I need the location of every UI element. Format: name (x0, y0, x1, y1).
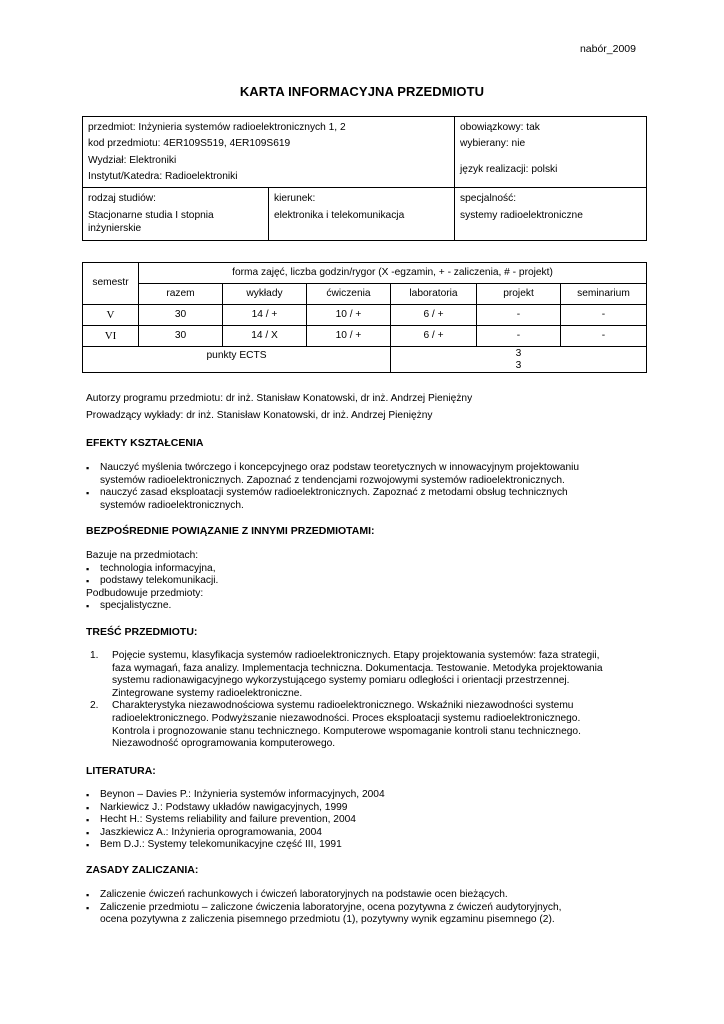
table-cell: 10 / + (307, 305, 391, 326)
list-item: ▪ podstawy telekomunikacji. (86, 575, 486, 588)
ects-value: 3 (515, 359, 522, 371)
table-cell: 10 / + (307, 326, 391, 347)
tresc-heading: TREŚĆ PRZEDMIOTU: (86, 626, 198, 638)
course-flags-cell (455, 117, 647, 188)
page-title: KARTA INFORMACYJNA PRZEDMIOTU (239, 84, 485, 99)
kierunek-label: kierunek: (274, 193, 316, 205)
specjalnosc-label: specjalność: (460, 193, 517, 205)
kod-text: kod przedmiotu: 4ER109S519, 4ER109S619 (88, 138, 291, 150)
semestr-header: semestr (83, 263, 139, 305)
ects-values-cell (391, 347, 647, 373)
bazuje-list (86, 563, 486, 588)
zasady-list (86, 889, 646, 927)
tresc-line: Zintegrowane systemy radioelektroniczne. (112, 687, 303, 699)
specjalnosc-value: systemy radioelektroniczne (460, 210, 583, 222)
wydzial-text: Wydział: Elektroniki (88, 154, 177, 166)
table-cell: - (561, 326, 647, 347)
list-item (86, 700, 638, 750)
item-number: 1. (90, 650, 99, 661)
column-header: laboratoria (391, 284, 477, 305)
table-cell: - (477, 326, 561, 347)
powiazanie-heading: BEZPOŚREDNIE POWIĄZANIE Z INNYMI PRZEDMIOTAMI: (86, 525, 375, 537)
tresc-line: systemu radionawigacyjnego wykorzystującego systemy pomiaru odległości i orientacji przestrzennej. (112, 675, 570, 687)
table-row (83, 305, 647, 326)
list-item: ▪ Narkiewicz J.: Podstawy układów nawigacyjnych, 1999 (86, 802, 606, 815)
specjalnosc-cell (455, 188, 647, 241)
list-item: ▪ Jaszkiewicz A.: Inżynieria oprogramowania, 2004 (86, 827, 606, 840)
zasady-line: ▪ Zaliczenie ćwiczeń rachunkowych i ćwiczeń laboratoryjnych na podstawie ocen bieżących. (100, 889, 508, 900)
semester-cell: V (83, 305, 139, 326)
list-item: ▪ Bem D.J.: Systemy telekomunikacyjne część III, 1991 (86, 839, 606, 852)
tresc-line: Charakterystyka niezawodnościowa systemu radioelektronicznego. Wskaźniki niezawodności systemu (112, 700, 574, 712)
autorzy-text: Autorzy programu przedmiotu: dr inż. Stanisław Konatowski, dr inż. Andrzej Pieniężny (86, 393, 473, 404)
column-header: projekt (477, 284, 561, 305)
list-item: ▪ technologia informacyjna, (86, 563, 486, 576)
efekty-heading: EFEKTY KSZTAŁCENIA (86, 437, 204, 449)
zasady-line: ocena pozytywna z zaliczenia pisemnego przedmiotu (1), pozytywny wynik egzaminu pisemnego (2). (100, 914, 555, 926)
efekty-line: systemów radioelektronicznych. (100, 499, 244, 511)
column-header: razem (139, 284, 223, 305)
tresc-line: Niezawodność oprogramowania komputerowego. (112, 738, 336, 750)
table-cell: - (477, 305, 561, 326)
course-details-cell (83, 117, 455, 188)
jezyk-text: język realizacji: polski (460, 163, 558, 175)
zasady-line: ▪ Zaliczenie przedmiotu – zaliczone ćwiczenia laboratoryjne, ocena pozytywna z ćwiczeń audytoryjnych, (100, 901, 562, 913)
table-cell: 14 / X (223, 326, 307, 347)
podbudowuje-label: Podbudowuje przedmioty: (86, 587, 204, 599)
powiazanie-block (86, 550, 486, 613)
list-item (86, 889, 646, 902)
efekty-line: ▪ Nauczyć myślenia twórczego i koncepcyjnego oraz podstaw teoretycznych w innowacyjnym projektowaniu (100, 462, 580, 473)
list-item (86, 462, 646, 487)
column-header: seminarium (561, 284, 647, 305)
tresc-line: Pojęcie systemu, klasyfikacja systemów radioelektronicznych. Etapy projektowania systemów: faza strategii, (112, 650, 600, 661)
efekty-line: ▪ nauczyć zasad eksploatacji systemów radioelektronicznych. Zapoznać z metodami obsług technicznych (100, 487, 568, 499)
table-cell: - (561, 305, 647, 326)
bazuje-label: Bazuje na przedmiotach: (86, 550, 199, 561)
przedmiot-text: przedmiot: Inżynieria systemów radioelektronicznych 1, 2 (88, 122, 346, 133)
nabor-label: nabór_2009 (579, 43, 636, 55)
course-info-table (82, 116, 647, 241)
table-cell: 30 (139, 305, 223, 326)
list-item: ▪ specjalistyczne. (86, 600, 486, 613)
schedule-table (82, 262, 647, 373)
prowadzacy-text: Prowadzący wykłady: dr inż. Stanisław Konatowski, dr inż. Andrzej Pieniężny (86, 409, 433, 421)
instytut-text: Instytut/Katedra: Radioelektroniki (88, 170, 238, 182)
rodzaj-value: Stacjonarne studia I stopnia inżynierskie (88, 210, 214, 235)
forma-header: forma zajęć, liczba godzin/rygor (X -egzamin, + - zaliczenia, # - projekt) (139, 263, 647, 284)
table-cell: 6 / + (391, 305, 477, 326)
table-cell: 6 / + (391, 326, 477, 347)
ects-label: punkty ECTS (83, 347, 391, 373)
kierunek-value: elektronika i telekomunikacja (274, 210, 405, 222)
tresc-line: radioelektronicznego. Podwyższanie niezawodności. Proces eksploatacji systemu radioelektronicznego. (112, 712, 581, 724)
efekty-list (86, 462, 646, 512)
podbudowuje-list (86, 600, 486, 613)
efekty-line: systemów radioelektronicznych. Zapoznać z tendencjami rozwojowymi systemów radioelektronicznych. (100, 474, 565, 486)
kierunek-cell (269, 188, 455, 241)
zasady-heading: ZASADY ZALICZANIA: (86, 864, 199, 876)
literatura-list (86, 789, 606, 852)
item-number: 2. (90, 700, 99, 712)
table-row (83, 326, 647, 347)
rodzaj-cell (83, 188, 269, 241)
rodzaj-label: rodzaj studiów: (88, 193, 156, 205)
list-item (86, 902, 646, 927)
table-cell: 30 (139, 326, 223, 347)
column-header: wykłady (223, 284, 307, 305)
obowiazkowy-text: obowiązkowy: tak (460, 122, 540, 133)
tresc-list (86, 650, 638, 751)
list-item: ▪ Beynon – Davies P.: Inżynieria systemów informacyjnych, 2004 (86, 789, 606, 802)
literatura-heading: LITERATURA: (86, 765, 156, 777)
list-item (86, 650, 638, 700)
list-item (86, 487, 646, 512)
column-header: ćwiczenia (307, 284, 391, 305)
table-cell: 14 / + (223, 305, 307, 326)
ects-value: 3 (515, 348, 522, 359)
tresc-line: faza wymagań, faza analizy. Implementacja techniczna. Dokumentacja. Testowanie. Metodyka projektowania (112, 662, 603, 674)
tresc-line: Kontrola i prognozowanie stanu technicznego. Komputerowe wspomaganie kontroli stanu technicznego. (112, 725, 581, 737)
list-item: ▪ Hecht H.: Systems reliability and failure prevention, 2004 (86, 814, 606, 827)
semester-cell: VI (83, 326, 139, 347)
authors-block (86, 391, 472, 424)
wybierany-text: wybierany: nie (460, 138, 526, 150)
